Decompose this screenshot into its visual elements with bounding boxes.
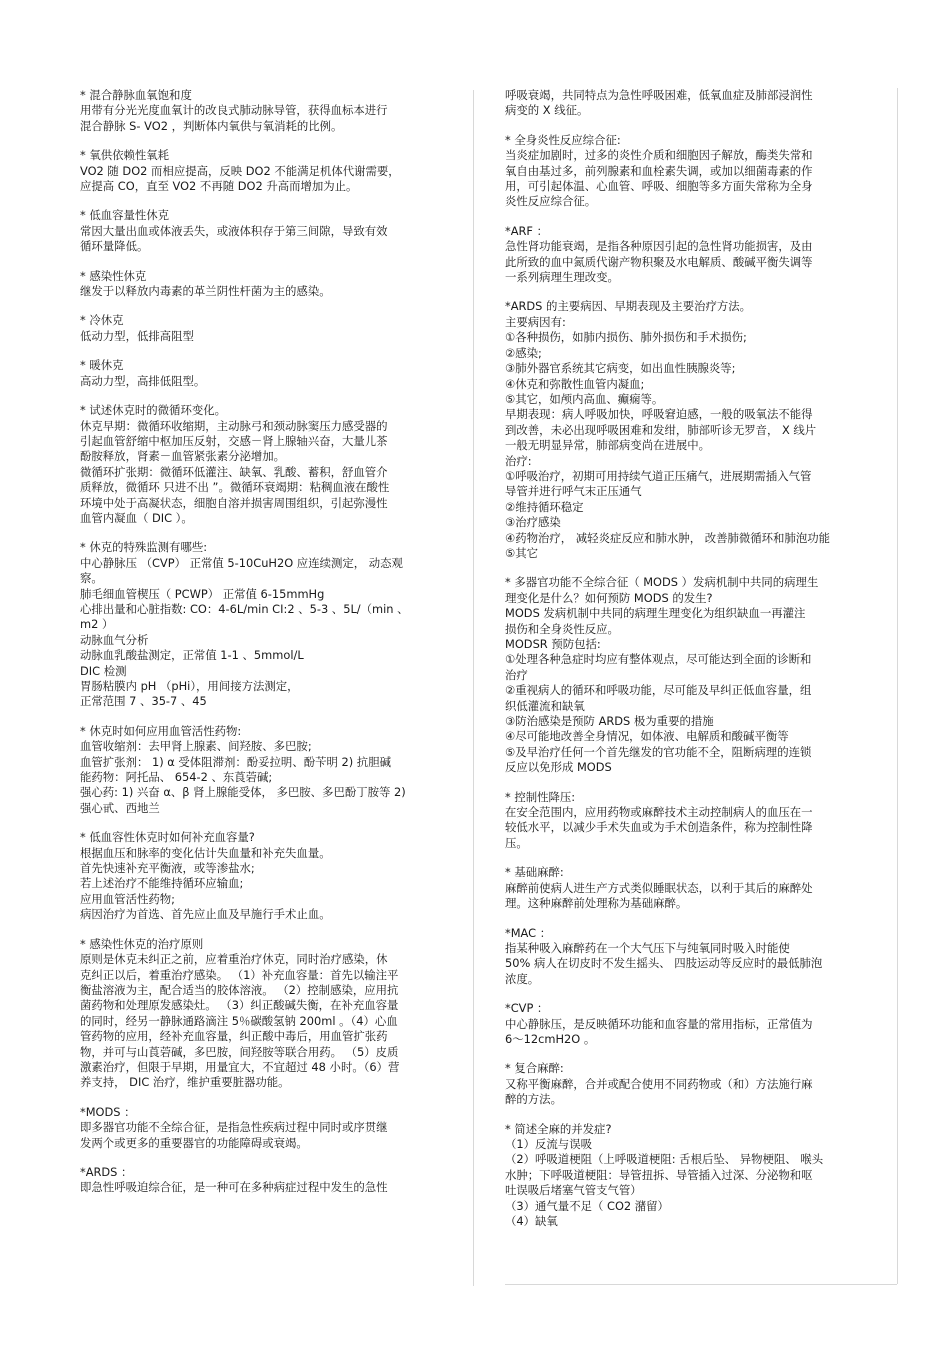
note-section: [80, 313, 472, 344]
section-line: 病变的 X 线征。: [505, 103, 589, 118]
section-title: * 控制性降压:: [505, 789, 576, 804]
section-line: 吐误吸后堵塞气管支气管）: [505, 1183, 642, 1198]
note-section: [505, 1061, 897, 1107]
section-line: 中心静脉压 （CVP） 正常值 5-10CuH2O 应连续测定， 动态观: [80, 555, 403, 570]
section-line: 应提高 CO，直至 VO2 不再随 DO2 升高而增加为止。: [80, 179, 358, 194]
section-line: 心排出量和心脏指数: CO：4-6L/min CI:2 、5-3 、5L/（min 、: [80, 601, 409, 616]
section-line: 较低水平，以减少手术失血或为手术创造条件，称为控制性降: [505, 820, 813, 835]
section-title: * 休克时如何应用血管活性药物:: [80, 723, 242, 738]
section-line: 病因治疗为首选、首先应止血及早施行手术止血。: [80, 907, 331, 922]
section-line: 的同时，经另一静脉通路滴注 5％碳酸氢钠 200ml 。（4）心血: [80, 1013, 398, 1028]
section-title: * 全身炎性反应综合征:: [505, 132, 621, 147]
section-line: 在安全范围内，应用药物或麻醉技术主动控制病人的血压在一: [505, 805, 813, 820]
note-section: [505, 926, 897, 988]
section-line: 物，并可与山莨菪碱，多巴胺，间羟胺等联合用药。 （5）皮质: [80, 1044, 399, 1059]
section-line: 一般无明显异常，肺部病变尚在进展中。: [505, 438, 711, 453]
section-line: ⑤其它，如颅内高血、癫痫等。: [505, 391, 664, 406]
note-section: [505, 88, 897, 119]
section-line: ①呼吸治疗，初期可用持续气道正压痛气，进展期需插入气管: [505, 468, 812, 483]
section-line: 理变化是什么？如何预防 MODS 的发生?: [505, 590, 713, 605]
section-title: * 冷休克: [80, 313, 124, 328]
section-line: 当炎症加剧时，过多的炎性介质和细胞因子解放，酶类失常和: [505, 148, 813, 163]
section-line: （3）通气量不足（ CO2 潴留）: [505, 1198, 669, 1213]
left-column: [80, 88, 472, 1284]
note-section: [505, 575, 897, 775]
section-line: 织低灌流和缺氧: [505, 698, 585, 713]
section-title: * 复合麻醉:: [505, 1061, 564, 1076]
note-section: [505, 133, 897, 210]
section-title: * 多器官功能不全综合征（ MODS ）发病机制中共同的病理生: [505, 575, 819, 590]
note-section: [505, 299, 897, 561]
section-line: 继发于以释放内毒素的革兰阴性杆菌为主的感染。: [80, 284, 331, 299]
section-line: ①处理各种急症时均应有整体观点，尽可能达到全面的诊断和: [505, 652, 812, 667]
section-line: 一系列病理生理改变。: [505, 270, 619, 285]
section-line: 管药物的应用，经补充血容量，纠正酸中毒后，用血管扩张药: [80, 1029, 388, 1044]
section-title: * 休克的特殊监测有哪些:: [80, 540, 208, 555]
section-line: MODS 发病机制中共同的病理生理变化为组织缺血一再灌注: [505, 606, 806, 621]
section-title: * 试述休克时的微循环变化。: [80, 403, 227, 418]
section-title: * 低血容量性休克: [80, 208, 170, 223]
section-line: 正常范围 7 、35-7 、45: [80, 694, 207, 709]
section-title: *CVP ：: [505, 1001, 549, 1016]
section-title: *ARDS 的主要病因、早期表现及主要治疗方法。: [505, 299, 752, 314]
section-line: 血管内凝血（ DIC ）。: [80, 510, 193, 525]
section-line: 氧自由基过多，前列腺素和血栓素失调，或加以细菌毒素的作: [505, 163, 813, 178]
section-line: DIC 检测: [80, 663, 127, 678]
section-line: 炎性反应综合征。: [505, 194, 597, 209]
section-line: ④休克和弥散性血管内凝血;: [505, 376, 645, 391]
section-line: 衡盐溶液为主，配合适当的胶体溶液。 （2）控制感染，应用抗: [80, 982, 399, 997]
note-section: [505, 224, 897, 286]
section-line: 酚胺释放，肾素－血管紧张素分泌增加。: [80, 449, 286, 464]
section-line: 呼吸衰竭，共同特点为急性呼吸困难，低氧血症及肺部浸润性: [505, 88, 813, 102]
section-line: 理。这种麻醉前处理称为基础麻醉。: [505, 896, 688, 911]
section-line: 强心甙、西地兰: [80, 800, 160, 815]
section-line: 反应以免形成 MODS: [505, 760, 612, 775]
section-line: 发两个或更多的重要器官的功能障碍或衰竭。: [80, 1135, 308, 1150]
section-line: ②感染;: [505, 345, 542, 360]
section-line: 引起血管舒缩中枢加压反射，交感－肾上腺轴兴奋，大量儿茶: [80, 433, 388, 448]
section-line: 导管并进行呼气末正压通气: [505, 484, 642, 499]
right-column-bottom-rule: [505, 1284, 897, 1285]
section-line: ⑤及早治疗任何一个首先继发的官功能不全，阻断病理的连锁: [505, 744, 812, 759]
section-line: 循环量降低。: [80, 239, 149, 254]
section-line: 根据血压和脉率的变化估计失血量和补充失血量。: [80, 845, 331, 860]
section-line: 用，可引起体温、心血管、呼吸、细胞等多方面失常称为全身: [505, 179, 813, 194]
section-line: 质释放，微循环 只进不出 ”。微循环衰竭期：粘稠血液在酸性: [80, 480, 390, 495]
section-line: 主要病因有:: [505, 314, 566, 329]
section-line: m2 ）: [80, 617, 114, 632]
section-line: 动脉血气分析: [80, 632, 149, 647]
section-line: 强心药: 1) 兴奋 α、β 肾上腺能受体， 多巴胺、多巴酚丁胺等 2): [80, 785, 406, 800]
section-line: 即多器官功能不全综合征，是指急性疾病过程中同时或序贯继: [80, 1120, 388, 1135]
section-line: 血管扩张剂： 1) α 受体阻滞剂：酚妥拉明、酚苄明 2) 抗胆碱: [80, 754, 391, 769]
section-line: 休克早期：微循环收缩期，主动脉弓和颈动脉窦压力感受器的: [80, 418, 388, 433]
section-line: 损伤和全身炎性反应。: [505, 621, 619, 636]
section-title: * 氧供依赖性氧耗: [80, 148, 170, 163]
note-section: [80, 88, 472, 134]
section-line: ②重视病人的循环和呼吸功能，尽可能及早纠正低血容量，组: [505, 683, 812, 698]
section-line: 混合静脉 S- VO2 ，判断体内氧供与氧消耗的比例。: [80, 118, 343, 133]
section-line: 压。: [505, 835, 528, 850]
section-line: ③治疗感染: [505, 515, 561, 530]
section-line: （4）缺氧: [505, 1214, 558, 1228]
section-title: * 感染性休克的治疗原则: [80, 936, 204, 951]
section-line: MODSR 预防包括:: [505, 637, 601, 651]
section-line: ③防治感染是预防 ARDS 极为重要的措施: [505, 714, 714, 729]
section-title: * 暖休克: [80, 358, 124, 373]
note-section: [505, 865, 897, 911]
section-line: 醉的方法。: [505, 1092, 562, 1107]
note-section: [80, 1105, 472, 1151]
section-line: 麻醉前使病人进生产方式类似睡眠状态，以利于其后的麻醉处: [505, 880, 813, 895]
section-line: 浓度。: [505, 971, 540, 986]
section-line: ④尽可能地改善全身情况，如体液、电解质和酸碱平衡等: [505, 729, 789, 744]
section-line: 肺毛细血管楔压（ PCWP） 正常值 6-15mmHg: [80, 586, 325, 601]
section-title: * 简述全麻的并发症?: [505, 1121, 612, 1136]
note-section: [80, 358, 472, 389]
section-line: 克纠正以后，着重治疗感染。 （1）补充血容量：首先以输注平: [80, 967, 399, 982]
section-line: ②维持循环稳定: [505, 499, 584, 514]
section-line: ⑤其它: [505, 545, 538, 560]
section-line: 治疗:: [505, 453, 532, 468]
left-column-right-rule: [473, 90, 474, 1286]
section-line: 微循环扩张期：微循环低灌注、缺氧、乳酸、蓄积，舒血管介: [80, 464, 388, 479]
section-line: 指某种吸入麻醉药在一个大气压下与纯氧同时吸入时能使: [505, 940, 790, 955]
section-line: 常因大量出血或体液丢失，或液体积存于第三间隙，导致有效: [80, 223, 388, 238]
section-line: 能药物：阿托品、 654-2 、东莨菪碱;: [80, 770, 273, 785]
section-title: *MODS ：: [80, 1104, 136, 1119]
note-section: [80, 724, 472, 816]
section-line: 若上述治疗不能维持循环应输血;: [80, 876, 244, 891]
note-section: [80, 269, 472, 300]
note-section: [80, 830, 472, 922]
section-line: 首先快速补充平衡液，或等渗盐水;: [80, 861, 255, 876]
section-line: （1）反流与误吸: [505, 1136, 592, 1151]
section-line: 激素治疗，但限于早期，用量宜大，不宜超过 48 小时。（6）营: [80, 1059, 400, 1074]
note-section: [80, 540, 472, 709]
section-title: * 低血容性休克时如何补充血容量?: [80, 830, 255, 845]
section-line: ①各种损伤，如肺内损伤、肺外损伤和手术损伤;: [505, 330, 747, 345]
section-line: 原则是休克未纠正之前，应着重治疗休克，同时治疗感染，休: [80, 952, 388, 967]
note-section: [80, 1165, 472, 1196]
section-line: 察。: [80, 571, 103, 586]
note-section: [505, 1001, 897, 1047]
section-line: 高动力型，高排低阻型。: [80, 373, 206, 388]
section-line: 此所致的血中氮质代谢产物积聚及水电解质、酸碱平衡失调等: [505, 254, 813, 269]
section-line: 又称平衡麻醉，合并或配合使用不同药物或（和）方法施行麻: [505, 1076, 813, 1091]
section-line: ③肺外器官系统其它病变，如出血性胰腺炎等;: [505, 361, 736, 376]
note-section: [505, 790, 897, 852]
note-section: [80, 148, 472, 194]
section-title: * 基础麻醉:: [505, 865, 564, 880]
section-line: 应用血管活性药物;: [80, 891, 175, 906]
section-line: 用带有分光光度血氧计的改良式肺动脉导管，获得血标本进行: [80, 103, 388, 118]
right-column: [505, 88, 897, 1284]
note-section: [80, 403, 472, 526]
section-title: * 感染性休克: [80, 268, 147, 283]
section-line: （2）呼吸道梗阻（上呼吸道梗阻: 舌根后坠、 异物梗阻、 喉头: [505, 1152, 824, 1167]
section-line: 动脉血乳酸盐测定，正常值 1-1 、5mmol/L: [80, 648, 304, 663]
right-column-right-rule: [897, 88, 898, 1284]
note-section: [80, 937, 472, 1091]
section-line: 早期表现：病人呼吸加快，呼吸窘迫感，一般的吸氧法不能得: [505, 407, 813, 422]
section-line: 急性肾功能衰竭，是指各种原因引起的急性肾功能损害，及由: [505, 239, 813, 254]
section-line: 胃肠粘膜内 pH （pHi），用间接方法测定，: [80, 679, 299, 693]
note-section: [80, 208, 472, 254]
section-title: *ARF ：: [505, 223, 548, 238]
section-line: 即急性呼吸迫综合征，是一种可在多种病症过程中发生的急性: [80, 1180, 388, 1195]
section-title: *MAC ：: [505, 925, 552, 940]
section-line: ④药物治疗， 减轻炎症反应和肺水肿， 改善肺微循环和肺泡功能: [505, 530, 831, 545]
section-line: 50% 病人在切皮时不发生摇头、 四肢运动等反应时的最低肺泡: [505, 956, 823, 971]
section-line: 低动力型，低排高阻型: [80, 328, 194, 343]
section-line: VO2 随 DO2 而相应提高，反映 DO2 不能满足机体代谢需要，: [80, 163, 400, 178]
section-line: 到改善，未必出现呼吸困难和发绀，肺部听诊无罗音， X 线片: [505, 422, 817, 437]
section-title: *ARDS ：: [80, 1164, 133, 1179]
section-line: 中心静脉压，是反映循环功能和血容量的常用指标，正常值为: [505, 1016, 813, 1031]
section-line: 养支持， DIC 治疗，维护重要脏器功能。: [80, 1075, 290, 1090]
section-line: 6～12cmH2O 。: [505, 1031, 596, 1046]
section-line: 治疗: [505, 667, 528, 682]
note-section: [505, 1122, 897, 1230]
section-line: 水肿；下呼吸道梗阻：导管扭拆、导管插入过深、分泌物和呕: [505, 1167, 813, 1182]
section-line: 菌药物和处理原发感染灶。 （3）纠正酸碱失衡，在补充血容量: [80, 998, 399, 1013]
section-line: 血管收缩剂：去甲肾上腺素、间羟胺、多巴胺;: [80, 739, 312, 754]
section-title: * 混合静脉血氧饱和度: [80, 88, 192, 102]
section-line: 环境中处于高凝状态，细胞自溶并损害周围组织，引起弥漫性: [80, 495, 388, 510]
